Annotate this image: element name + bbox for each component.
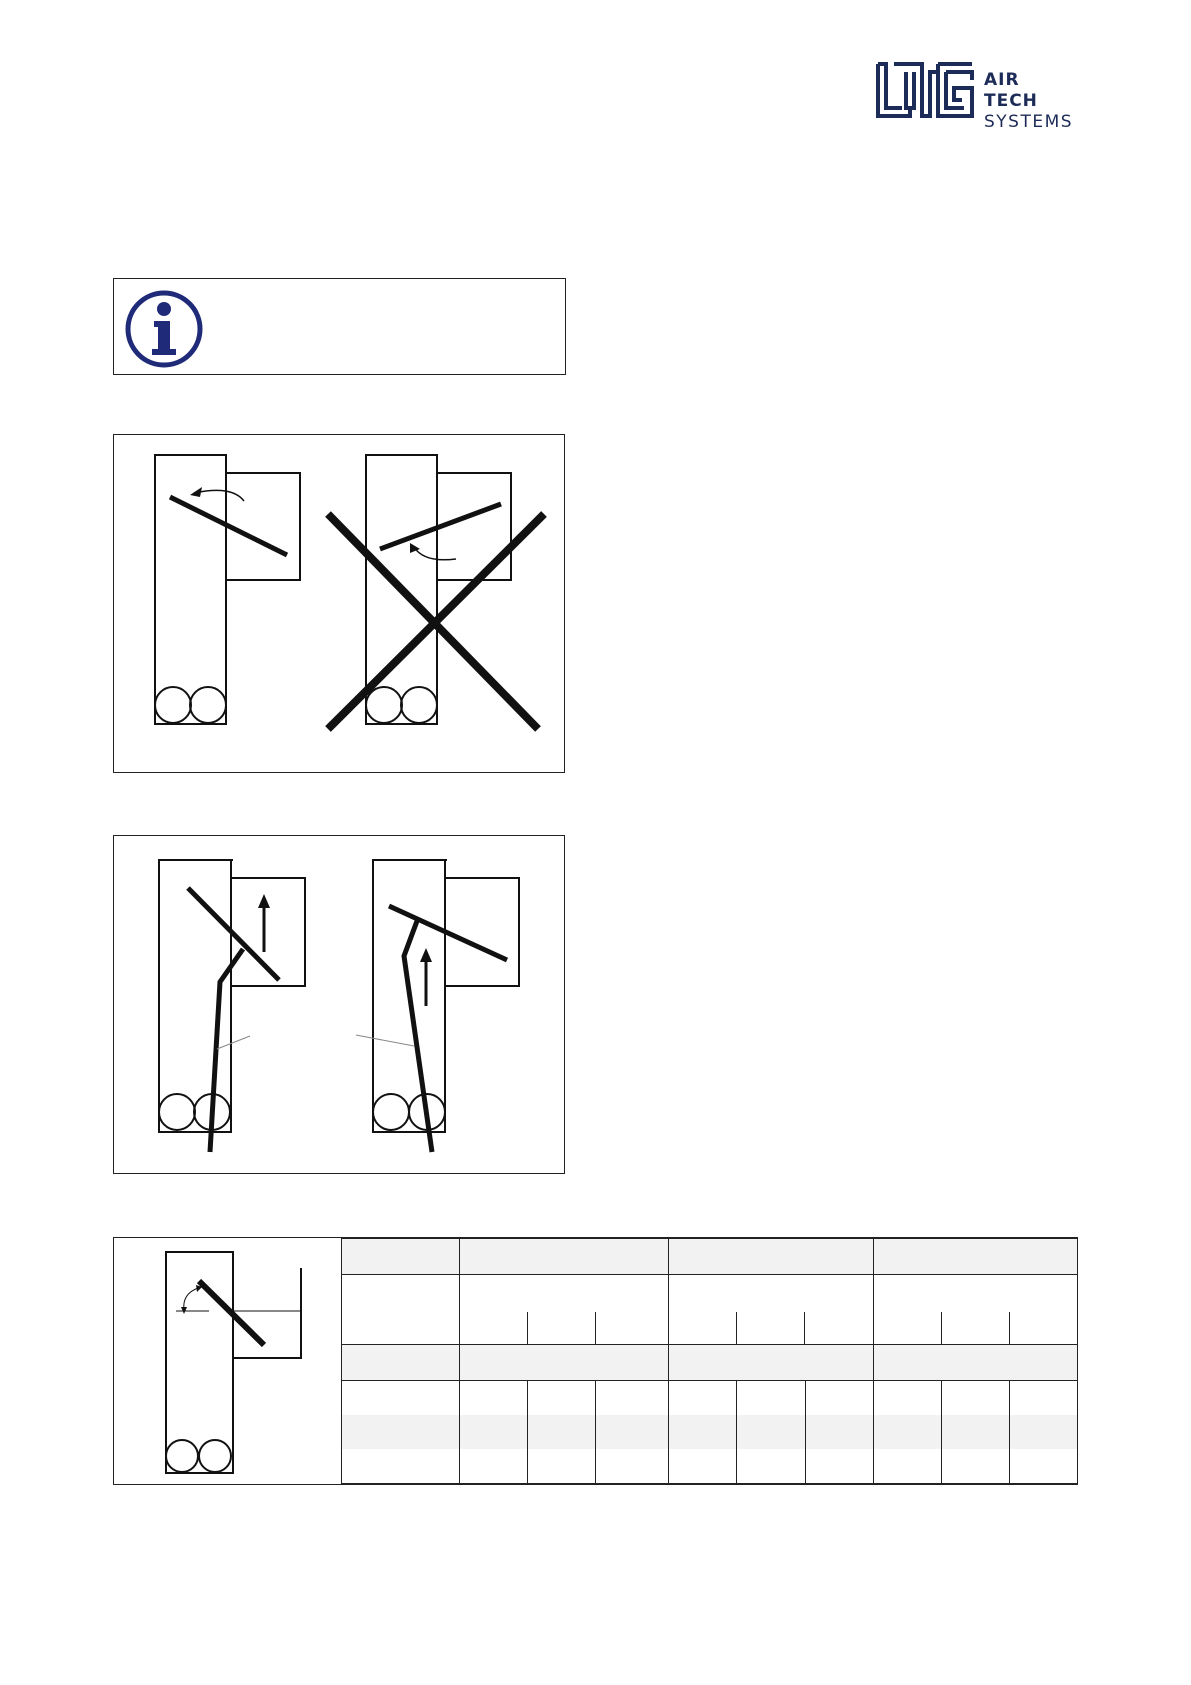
unit-cell-2 [669, 1345, 873, 1381]
table-cell [941, 1449, 1009, 1484]
table-cell [528, 1381, 596, 1416]
subheader-label-cell [342, 1275, 460, 1345]
curved-arrow-icon [190, 487, 244, 501]
row-label-cell [342, 1381, 460, 1416]
table-cell [941, 1381, 1009, 1416]
cord-operation-right [356, 860, 519, 1152]
table-cell [596, 1415, 669, 1449]
group-sub-2 [669, 1275, 873, 1345]
table-cell [737, 1415, 805, 1449]
company-logo [876, 62, 1076, 132]
group-header-3 [873, 1239, 1077, 1275]
info-note-box [113, 278, 566, 375]
table-cell [528, 1449, 596, 1484]
table-cell [596, 1449, 669, 1484]
table-row [342, 1415, 1078, 1449]
table-cell [805, 1381, 873, 1416]
group-sub-1 [460, 1275, 669, 1345]
table-cell [805, 1415, 873, 1449]
table-cell [805, 1449, 873, 1484]
table-cell [669, 1381, 737, 1416]
table-cell [873, 1449, 941, 1484]
correct-installation [154, 455, 300, 724]
group-header-1 [460, 1239, 669, 1275]
info-icon [124, 289, 204, 369]
table-cell [1009, 1449, 1077, 1484]
table-row [342, 1381, 1078, 1416]
settings-table [341, 1238, 1078, 1484]
table-cell [1009, 1381, 1077, 1416]
unit-label-cell [342, 1345, 460, 1381]
up-arrow-icon [420, 948, 432, 1006]
table-cell [528, 1415, 596, 1449]
angle-arc-icon [181, 1285, 202, 1314]
settings-table-block [113, 1237, 1078, 1485]
table-cell [669, 1449, 737, 1484]
table-cell [941, 1415, 1009, 1449]
table-cell [1009, 1415, 1077, 1449]
unit-cell-1 [460, 1345, 669, 1381]
table-header-row [342, 1239, 1078, 1275]
logo-text-line1: AIR TECH [984, 70, 1038, 111]
ltg-logo-mark [876, 62, 974, 118]
table-cell [737, 1449, 805, 1484]
table-row [342, 1449, 1078, 1484]
group-header-2 [669, 1239, 873, 1275]
angle-diagram [114, 1238, 341, 1484]
table-cell [737, 1381, 805, 1416]
table-cell [873, 1415, 941, 1449]
table-cell [460, 1449, 528, 1484]
table-cell [873, 1381, 941, 1416]
up-arrow-icon [258, 894, 270, 952]
row-label-cell [342, 1449, 460, 1484]
curved-arrow-icon [410, 543, 456, 560]
row-label-cell [342, 1415, 460, 1449]
logo-text-line2: SYSTEMS [984, 112, 1074, 132]
group-sub-3 [873, 1275, 1077, 1345]
cord-operation-left [158, 860, 305, 1152]
operation-figure [113, 835, 565, 1174]
header-label-cell [342, 1239, 460, 1275]
table-cell [669, 1415, 737, 1449]
unit-cell-3 [873, 1345, 1077, 1381]
table-cell [596, 1381, 669, 1416]
table-cell [460, 1415, 528, 1449]
table-unit-row [342, 1345, 1078, 1381]
table-subheader-row [342, 1275, 1078, 1345]
installation-figure [113, 434, 565, 773]
table-cell [460, 1381, 528, 1416]
